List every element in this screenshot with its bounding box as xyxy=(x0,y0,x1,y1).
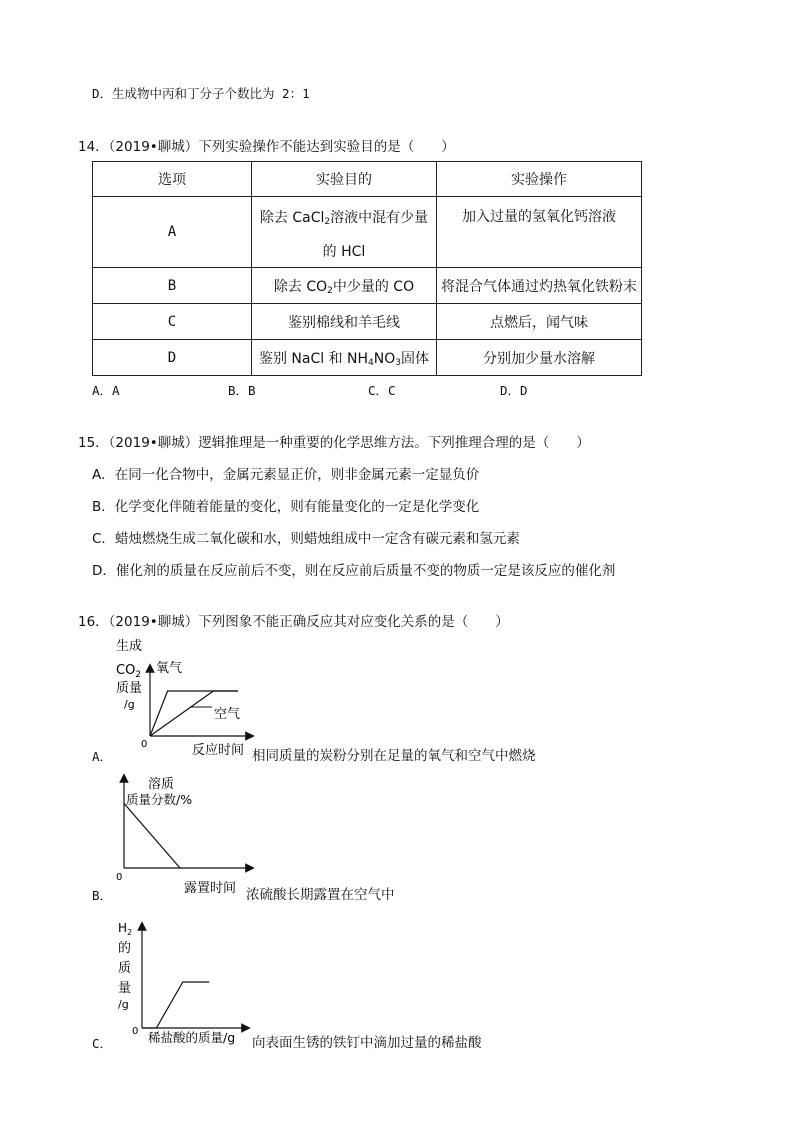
graph-c-ylabel-1: $H_2$ xyxy=(118,921,133,937)
graph-b xyxy=(110,772,260,896)
q16-stem: 16．（2019•聊城）下列图象不能正确反应其对应变化关系的是（ ） xyxy=(78,614,509,630)
graph-b-letter: B． xyxy=(92,888,113,903)
graph-b-series xyxy=(124,803,180,868)
q14-stem: 14．（2019•聊城）下列实验操作不能达到实验目的是（ ） xyxy=(78,139,455,155)
graph-b-origin: 0 xyxy=(116,872,123,883)
q15-option-a: A．在同一化合物中，金属元素显正价，则非金属元素一定显负价 xyxy=(92,467,480,483)
graph-c-series xyxy=(142,982,209,1028)
row-d-operation: 分别加少量水溶解 xyxy=(437,340,642,376)
graph-a-series-label-air: 空气 xyxy=(214,707,241,722)
row-d-purpose: 鉴别 NaCl 和 $NH_4NO_3$固体 xyxy=(252,340,437,376)
graph-b-ylabel-1: 溶质 xyxy=(148,777,175,792)
graph-c-ylabel-3: 质 xyxy=(118,961,132,976)
q14-answer-b: B．B xyxy=(228,383,256,398)
graph-c-letter: C． xyxy=(92,1036,113,1051)
q15-option-d: D．催化剂的质量在反应前后不变，则在反应前后质量不变的物质一定是该反应的催化剂 xyxy=(92,563,616,579)
graph-a-ylabel-4: /g xyxy=(124,698,135,711)
row-c-purpose: 鉴别棉线和羊毛线 xyxy=(252,304,437,340)
graph-c-series-line-0 xyxy=(142,982,209,1028)
table-row xyxy=(93,197,642,268)
graph-b-description: 浓硫酸长期露置在空气中 xyxy=(246,887,395,903)
graph-c-ylabel-2: 的 xyxy=(118,941,132,956)
graph-a-description: 相同质量的炭粉分别在足量的氧气和空气中燃烧 xyxy=(252,748,536,764)
q15-option-c: C．蜡烛燃烧生成二氧化碳和水，则蜡烛组成中一定含有碳元素和氢元素 xyxy=(92,531,520,547)
graph-b-ylabel-2: 质量分数/% xyxy=(126,792,193,807)
row-d-option: D xyxy=(93,340,252,376)
graph-a-ylabel-1: 生成 xyxy=(116,639,143,654)
table-header-row xyxy=(93,162,642,197)
row-c-operation: 点燃后，闻气味 xyxy=(437,304,642,340)
header-operation: 实验操作 xyxy=(437,162,642,197)
graph-c-ylabel-4: 量 xyxy=(118,981,132,996)
graph-b-xlabel: 露置时间 xyxy=(184,881,237,896)
row-a-operation: 加入过量的氢氧化钙溶液 xyxy=(437,197,642,268)
table-row xyxy=(93,340,642,376)
q13-option-d: D．生成物中丙和丁分子个数比为 2：1 xyxy=(92,86,310,101)
graph-a-origin: 0 xyxy=(141,739,148,750)
graph-a xyxy=(110,636,260,760)
row-b-option: B xyxy=(93,268,252,304)
graph-c-description: 向表面生锈的铁钉中滴加过量的稀盐酸 xyxy=(252,1035,482,1051)
header-option: 选项 xyxy=(93,162,252,197)
graph-a-letter: A． xyxy=(92,749,113,764)
row-c-option: C xyxy=(93,304,252,340)
graph-c-origin: 0 xyxy=(132,1026,139,1037)
graph-a-ylabel-2: $CO_2$ xyxy=(116,663,142,680)
header-purpose: 实验目的 xyxy=(252,162,437,197)
row-b-operation: 将混合气体通过灼热氧化铁粉末 xyxy=(437,268,642,304)
graph-b-series-line-0 xyxy=(124,803,180,868)
row-a-option: A xyxy=(93,197,252,268)
q14-answer-c: C．C xyxy=(368,383,396,398)
q14-table xyxy=(92,161,642,376)
row-b-purpose: 除去 $CO_2$中少量的 CO xyxy=(252,268,437,304)
graph-c-ylabel-5: /g xyxy=(118,998,129,1011)
q15-stem: 15．（2019•聊城）逻辑推理是一种重要的化学思维方法。下列推理合理的是（ ） xyxy=(78,435,590,451)
graph-a-ylabel-3: 质量 xyxy=(116,681,143,696)
graph-a-xlabel: 反应时间 xyxy=(192,743,245,758)
graph-a-series-label-oxygen: 氧气 xyxy=(156,661,183,676)
table-row xyxy=(93,268,642,304)
graph-c xyxy=(112,918,252,1046)
graph-c-xlabel: 稀盐酸的质量/g xyxy=(148,1030,236,1045)
q14-answer-d: D．D xyxy=(500,383,528,398)
q15-option-b: B．化学变化伴随着能量的变化，则有能量变化的一定是化学变化 xyxy=(92,499,480,515)
table-row xyxy=(93,304,642,340)
row-a-purpose: 除去 CaCl$_2$溶液中混有少量 的 HCl xyxy=(252,197,437,268)
q14-answer-a: A．A xyxy=(92,383,120,398)
